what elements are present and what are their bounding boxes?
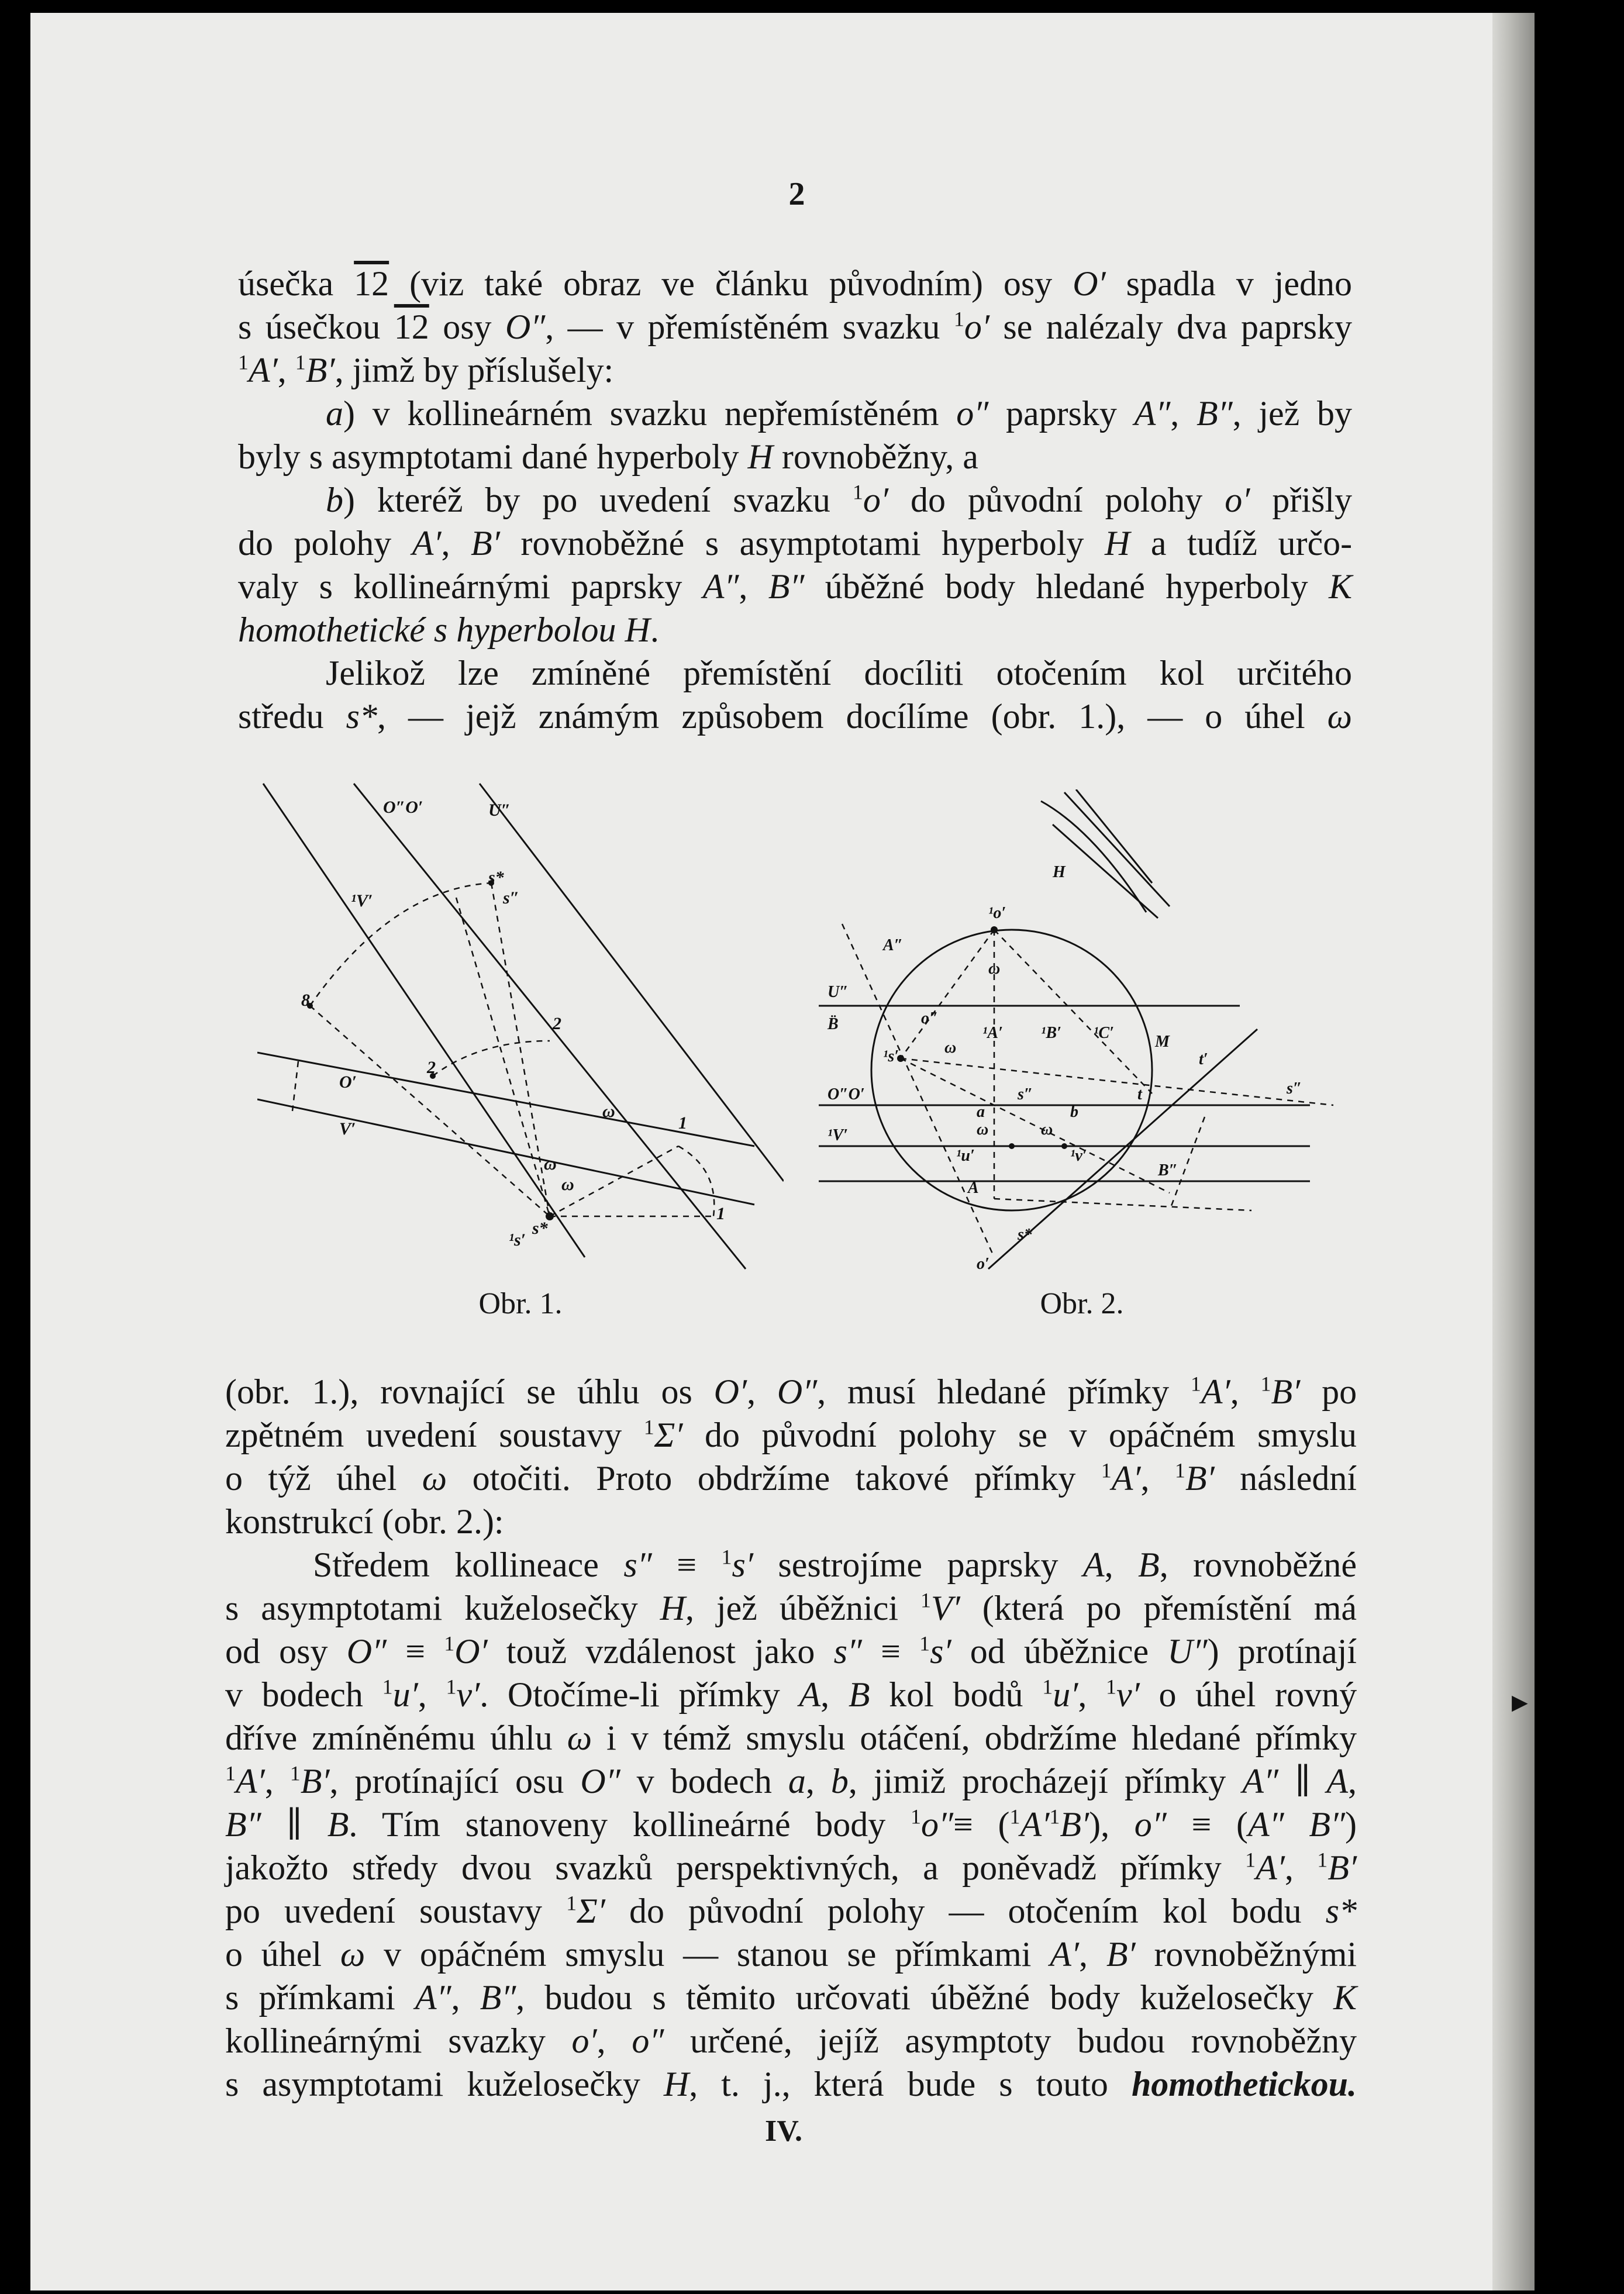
fig1-label: 2 [553,1014,561,1033]
text-line: s přímkami A″, B″, budou s těmito určovati úběžné body kuželosečky K [225,1978,1357,2017]
fig2-label: s* [1018,1226,1032,1244]
text-line: po uvedení soustavy $^1$Σ′ do původní polohy — otočením kol bodu s* [225,1891,1357,1930]
fig2-label: A″ [883,936,904,954]
fig2-label: ¹u′ [956,1147,975,1165]
fig1-label: O″O′ [383,798,423,817]
fig2-label: U″ [827,983,849,1001]
fig2-label: ¹B′ [1041,1024,1061,1042]
text-line: valy s kollineárnými paprsky A″, B″ úběžné body hledané hyperboly K [238,567,1352,606]
fig1-line [354,784,746,1269]
fig2-point [1061,1143,1067,1149]
fig2-label: ¹v′ [1070,1147,1087,1165]
fig2-label: ¹A′ [982,1024,1003,1042]
fig1-dashed [491,883,550,1216]
fig1-dashed [456,898,550,1216]
text-line: jakožto středy dvou svazků perspektivných, a poněvadž přímky $^1$A′, $^1$B′ [225,1848,1357,1887]
side-mark: ▶ [1512,1691,1528,1714]
fig2-label: o″ [921,1009,939,1027]
fig1-label: ω [561,1175,574,1194]
fig1-label: ¹s′ [509,1230,526,1250]
fig1-label: s* [488,868,504,887]
fig2-label: s″ [1018,1085,1033,1103]
fig2-label: ω [944,1039,957,1057]
figure-1-caption: Obr. 1. [478,1287,563,1320]
fig1-label: s* [532,1219,548,1238]
text-line: od osy O″ ≡ $^1$O′ touž vzdálenost jako s″ ≡ $^1$s′ od úběžnice U″) protínají [225,1631,1357,1671]
text-line: o týž úhel ω otočiti. Proto obdržíme takové přímky $^1$A′, $^1$B′ následní [225,1458,1357,1498]
fig2-label: A [968,1179,979,1197]
fig2-label: t′ [1199,1050,1208,1068]
fig2-label: o′ [977,1255,989,1273]
fig1-label: ω [544,1154,557,1174]
fig2-point [1009,1143,1015,1149]
fig2-point [991,926,998,933]
fig2-label: ¹V′ [827,1126,848,1144]
fig2-label: O″O′ [827,1085,865,1103]
text-line: $^1$A′, $^1$B′, protínající osu O″ v bodech a, b, jimiž procházejí přímky A″ ∥ A, [225,1761,1357,1800]
figure-2 [819,789,1380,1286]
footer-signature: IV. [764,2114,803,2148]
fig2-label: M [1155,1033,1170,1051]
fig1-label: O′ [339,1072,357,1092]
text-line: s asymptotami kuželosečky H, jež úběžnici $^1$V′ (která po přemístění má [225,1588,1357,1627]
text-line: dříve zmíněnému úhlu ω i v témž smyslu otáčení, obdržíme hledané přímky [225,1719,1357,1757]
text-line: o úhel ω v opáčném smyslu — stanou se přímkami A′, B′ rovnoběžnými [225,1935,1357,1974]
text-line: B″ ∥ B. Tím stanoveny kollineárné body $^1o''\equiv (^1A'^1B')$, o″ ≡ (A″ B″) [225,1805,1357,1844]
text-line: $^1$A′, $^1$B′, jimž by příslušely: [238,350,614,389]
text-line: s asymptotami kuželosečky H, t. j., která bude s touto homothetickou. [225,2065,1357,2103]
fig1-label: U″ [488,801,511,820]
fig1-label: ω [602,1102,615,1121]
text-line: b) kteréž by po uvedení svazku $^1$o′ do původní polohy o′ přišly [326,480,1352,519]
text-line: úsečka 12 (viz také obraz ve článku původním) osy O′ spadla v jedno [238,264,1353,303]
fig2-dashed [901,1058,1170,1193]
fig2-label: t [1137,1085,1142,1103]
text-line: kollineárnými svazky o′, o″ určené, jejíž asymptoty budou rovnoběžny [225,2022,1357,2060]
fig2-label: ω [1041,1120,1053,1139]
fig2-label: ω [977,1120,989,1139]
fig2-dashed [994,930,1152,1093]
fig2-label: H [1053,863,1066,881]
fig1-label: 1 [678,1113,687,1133]
figure-1 [257,772,784,1286]
fig2-label: ¹o′ [988,904,1006,922]
fig2-label: B̈ [827,1015,839,1033]
fig2-label: a [977,1103,985,1121]
text-line: byly s asymptotami dané hyperboly H rovnoběžny, a [238,437,978,476]
fig2-dashed [842,924,994,1257]
fig1-label: 1 [716,1204,725,1223]
fig2-label: ω [988,960,1001,978]
fig1-label: V′ [339,1119,356,1139]
figure-2-caption: Obr. 2. [1040,1287,1124,1320]
text-line: v bodech $^1$u′, $^1$v′. Otočíme-li přímky A, B kol bodů $^1$u′, $^1$v′ o úhel rovný [225,1675,1357,1714]
fig1-dashed [310,1006,550,1216]
text-line: zpětném uvedení soustavy $^1$Σ′ do původní polohy se v opáčném smyslu [225,1415,1357,1454]
fig2-label: B″ [1158,1161,1178,1179]
text-line: středu s*, — jejž známým způsobem docílíme (obr. 1.), — o úhel ω [238,697,1353,736]
text-line: s úsečkou 12 osy O″, — v přemístěném svazku $^1$o′ se nalézaly dva paprsky [238,307,1353,346]
text-line: homothetické s hyperbolou H. [238,610,659,649]
fig1-line [480,784,784,1181]
fig2-dashed [901,1058,1333,1105]
text-line: (obr. 1.), rovnající se úhlu os O′, O″, musí hledané přímky $^1$A′, $^1$B′ po [225,1372,1357,1411]
fig1-line [263,784,585,1257]
fig1-label: 8 [301,991,310,1010]
text-line: Středem kollineace s″ ≡ $^1$s′ sestrojíme paprsky A, B, rovnoběžné [313,1545,1357,1584]
fig1-label: ¹V′ [351,891,373,910]
text-line: do polohy A′, B′ rovnoběžné s asymptotami hyperboly H a tudíž určo- [238,524,1353,563]
fig2-label: b [1070,1103,1078,1121]
fig1-dashed [292,1061,298,1111]
text-line: konstrukcí (obr. 2.): [225,1502,504,1541]
fig1-label: s″ [503,888,520,908]
fig1-arc [678,1146,714,1216]
text-line: Jelikož lze zmíněné přemístění docíliti otočením kol určitého [326,654,1352,692]
text-line: a) v kollineárném svazku nepřemístěném o″ paprsky A″, B″, jež by [326,394,1353,433]
fig1-label: 2 [427,1058,436,1077]
fig2-label: s″ [1287,1079,1302,1098]
fig2-label: ¹s′ [883,1047,899,1065]
page-number: 2 [788,176,805,212]
fig2-label: ¹C′ [1094,1024,1114,1042]
